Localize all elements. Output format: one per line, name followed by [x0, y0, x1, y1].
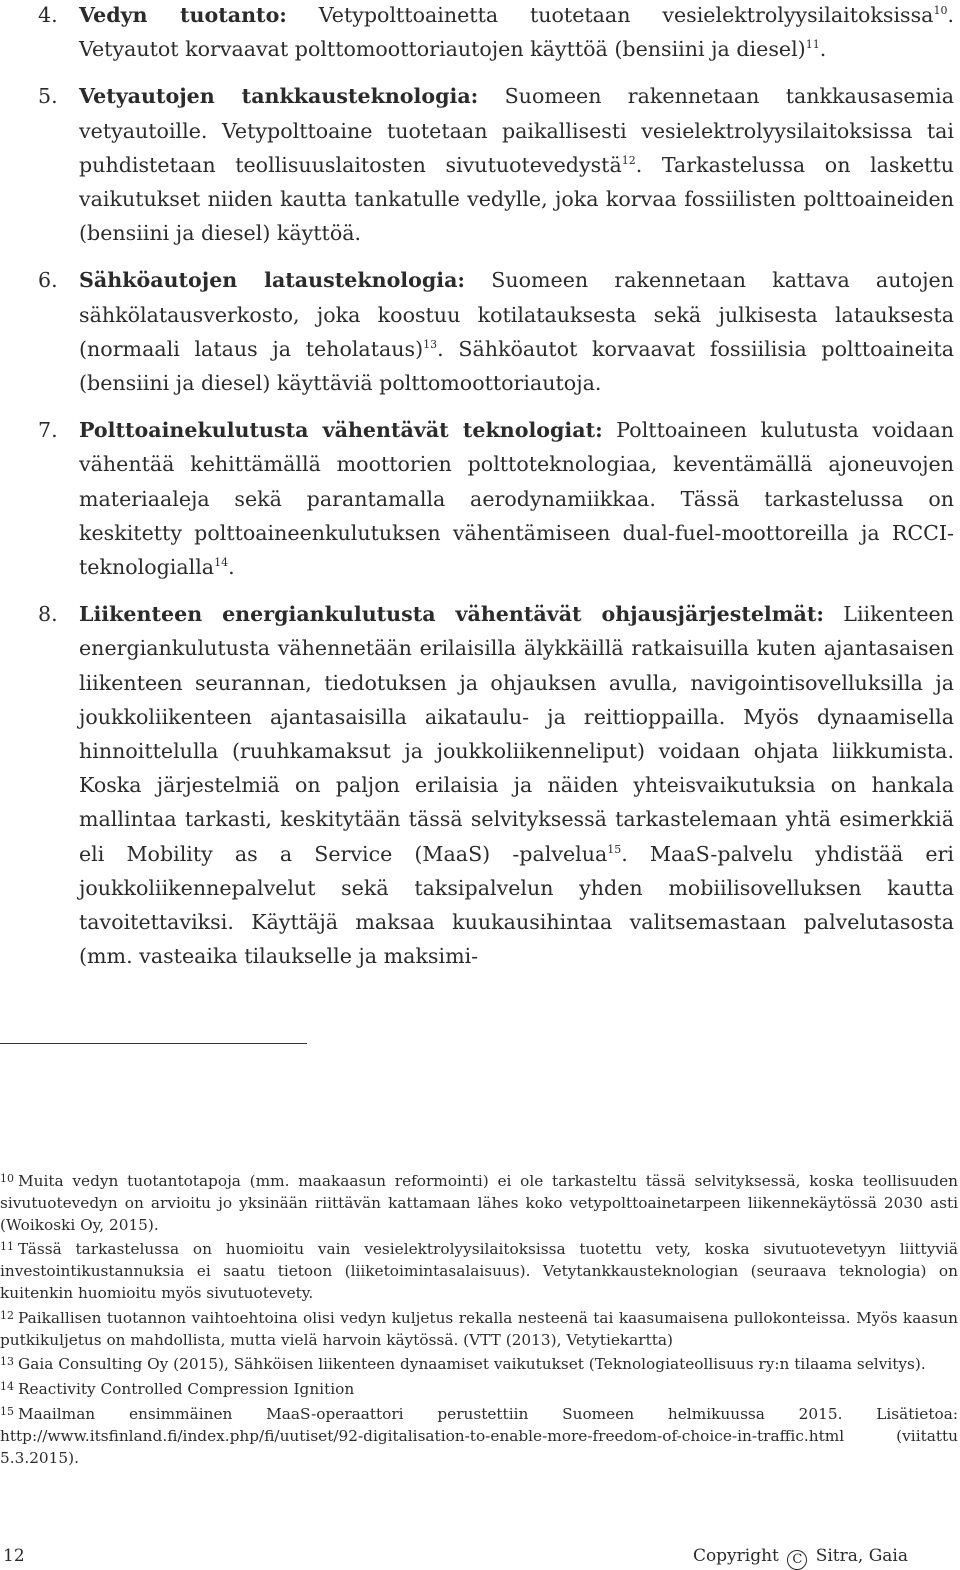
copyright-notice [693, 1545, 908, 1570]
list-item-number: 5. [38, 84, 58, 109]
footnote [0, 1168, 960, 1236]
footnote-text: Maailman ensimmäinen MaaS-operaattori perustettiin Suomeen helmikuussa 2015. Lisätietoa: http://www.itsfinland.fi/index.php/fi/uutiset/92-digitalisation-to-enable-more-freedom-of-choice-in-traffic.html (viitattu 5.3.2015). [0, 1404, 958, 1467]
list-item-heading: Sähköautojen latausteknologia: [79, 268, 466, 293]
footnote-separator [0, 1043, 307, 1044]
list-item-text: . Tarkastelussa on laskettu vaikutukset niiden kautta tankatulle vedylle, joka korvaa fossiilisten polttoaineiden (bensiini ja diesel) käyttöä. [79, 152, 954, 246]
copyright-label: Copyright [692, 1546, 779, 1566]
footnote-text: Tässä tarkastelussa on huomioitu vain vesielektrolyysilaitoksissa tuotettu vety, koska sivutuotevetyyn liittyviä investointikustannuksia ei saatu tietoon (liiketoimintasalaisuus). Vetytankkausteknologian (seuraava teknologia) on kuitenkin huomioitu myös sivutuotevety. [0, 1240, 958, 1302]
footnote [0, 1376, 960, 1401]
footnote [0, 1305, 960, 1352]
list-item-heading: Polttoainekulutusta vähentävät teknologiat: [79, 418, 603, 443]
list-item-number: 7. [38, 418, 58, 443]
list-item-number: 6. [38, 268, 58, 293]
list-item-text: . Vetyautot korvaavat polttomoottoriautojen käyttöä (bensiini ja diesel) [79, 3, 954, 62]
copyright-holder: Sitra, Gaia [815, 1546, 908, 1566]
list-item [0, 79, 960, 250]
list-item [0, 597, 960, 973]
list-item-text: . [819, 37, 827, 62]
list-item-text: . [228, 555, 235, 580]
footnote-reference[interactable]: 11 [805, 38, 820, 52]
footnote [0, 1236, 960, 1304]
list-item-text: Polttoaineen kulutusta voidaan vähentää kehittämällä moottorien polttoteknologiaa, keventämällä ajoneuvojen materiaaleja sekä parantamalla aerodynamiikkaa. Tässä tarkastelussa on keskitetty polttoaineenkulutuksen vähentämiseen dual-fuel-moottoreilla ja RCCI-teknologialla [79, 418, 954, 580]
footnote-text: Paikallisen tuotannon vaihtoehtoina olisi vedyn kuljetus rekalla nesteenä tai kaasumaisena pullokonteissa. Myös kaasun putkikuljetus on mahdollista, mutta vielä harvoin käytössä. (VTT (2013), Vetytiekartta) [0, 1308, 958, 1349]
list-item-text: Suomeen rakennetaan tankkausasemia vetyautoille. Vetypolttoaine tuotetaan paikallisesti vesielektrolyysilaitoksissa tai puhdistetaan teollisuuslaitosten sivutuotevedystä [79, 84, 954, 177]
list-item-text: Vetypolttoainetta tuotetaan vesielektrolyysilaitoksissa [286, 3, 934, 27]
footnote-number: 14 [0, 1380, 14, 1394]
list-item-heading: Liikenteen energiankulutusta vähentävät ohjausjärjestelmät: [79, 602, 825, 627]
footnote [0, 1401, 960, 1469]
list-item-number: 4. [38, 3, 58, 27]
footnote-reference[interactable]: 12 [621, 153, 636, 167]
list-item [0, 413, 960, 584]
footnote-text: Gaia Consulting Oy (2015), Sähköisen liikenteen dynaamiset vaikutukset (Teknologiateollisuus ry:n tilaama selvitys). [18, 1355, 926, 1374]
page-number: 12 [3, 1546, 25, 1566]
list-item-text: Liikenteen energiankulutusta vähennetään erilaisilla älykkäillä ratkaisuilla kuten ajantasaisen liikenteen seurannan, tiedotuksen ja ohjauksen avulla, navigointisovelluksilla ja joukkoliikenteen ajantasaisilla aikataulu- ja reittioppailla. Myös dynaamisella hinnoittelulla (ruuhkamaksut ja joukkoliikenneliput) voidaan ohjata liikkumista. Koska järjestelmiä on paljon erilaisia ja näiden yhteisvaikutuksia on hankala mallintaa tarkasti, keskitytään tässä selvityksessä tarkastelemaan yhtä esimerkkiä eli Mobility as a Service (MaaS) -palvelua [79, 602, 954, 866]
copyright-icon: C [787, 1550, 807, 1570]
footnote-number: 11 [0, 1240, 14, 1254]
list-item-text: Suomeen rakennetaan kattava autojen sähkölatausverkosto, joka koostuu kotilatauksesta sekä julkisesta latauksesta (normaali lataus ja teholataus) [79, 268, 954, 361]
list-item-text: . Sähköautot korvaavat fossiilisia polttoaineita (bensiini ja diesel) käyttäviä polttomoottoriautoja. [79, 336, 954, 396]
footnote-number: 13 [0, 1355, 14, 1369]
footnote-reference[interactable]: 13 [423, 337, 438, 351]
footnote-reference[interactable]: 10 [933, 4, 948, 17]
footnote-reference[interactable]: 15 [607, 842, 622, 856]
footnote-number: 12 [0, 1308, 14, 1322]
list-item [0, 263, 960, 400]
list-item-text: . MaaS-palvelu yhdistää eri joukkoliikennepalvelut sekä taksipalvelun yhden mobiilisovelluksen kautta tavoitettaviksi. Käyttäjä maksaa kuukausihintaa valitsemastaan palvelutasosta (mm. vasteaika tilaukselle ja maksimi- [79, 841, 954, 969]
list-item-heading: Vedyn tuotanto: [79, 3, 287, 27]
list-item-number: 8. [38, 602, 58, 627]
footnote-text: Reactivity Controlled Compression Ignition [18, 1380, 355, 1399]
footnote-reference[interactable]: 14 [214, 556, 229, 570]
footnote-number: 10 [0, 1172, 14, 1185]
footnote [0, 1351, 960, 1376]
footnote-number: 15 [0, 1404, 14, 1418]
list-item [0, 0, 960, 66]
footnotes [0, 1168, 960, 1469]
list-item-heading: Vetyautojen tankkausteknologia: [79, 84, 479, 109]
footnote-text: Muita vedyn tuotantotapoja (mm. maakaasun reformointi) ei ole tarkasteltu tässä selvityksessä, koska teollisuuden sivutuotevedyn on arvioitu jo yksinään riittävän kattamaan lähes koko vetypolttoainetarpeen liikennekäytössä 2030 asti (Woikoski Oy, 2015). [0, 1172, 958, 1234]
